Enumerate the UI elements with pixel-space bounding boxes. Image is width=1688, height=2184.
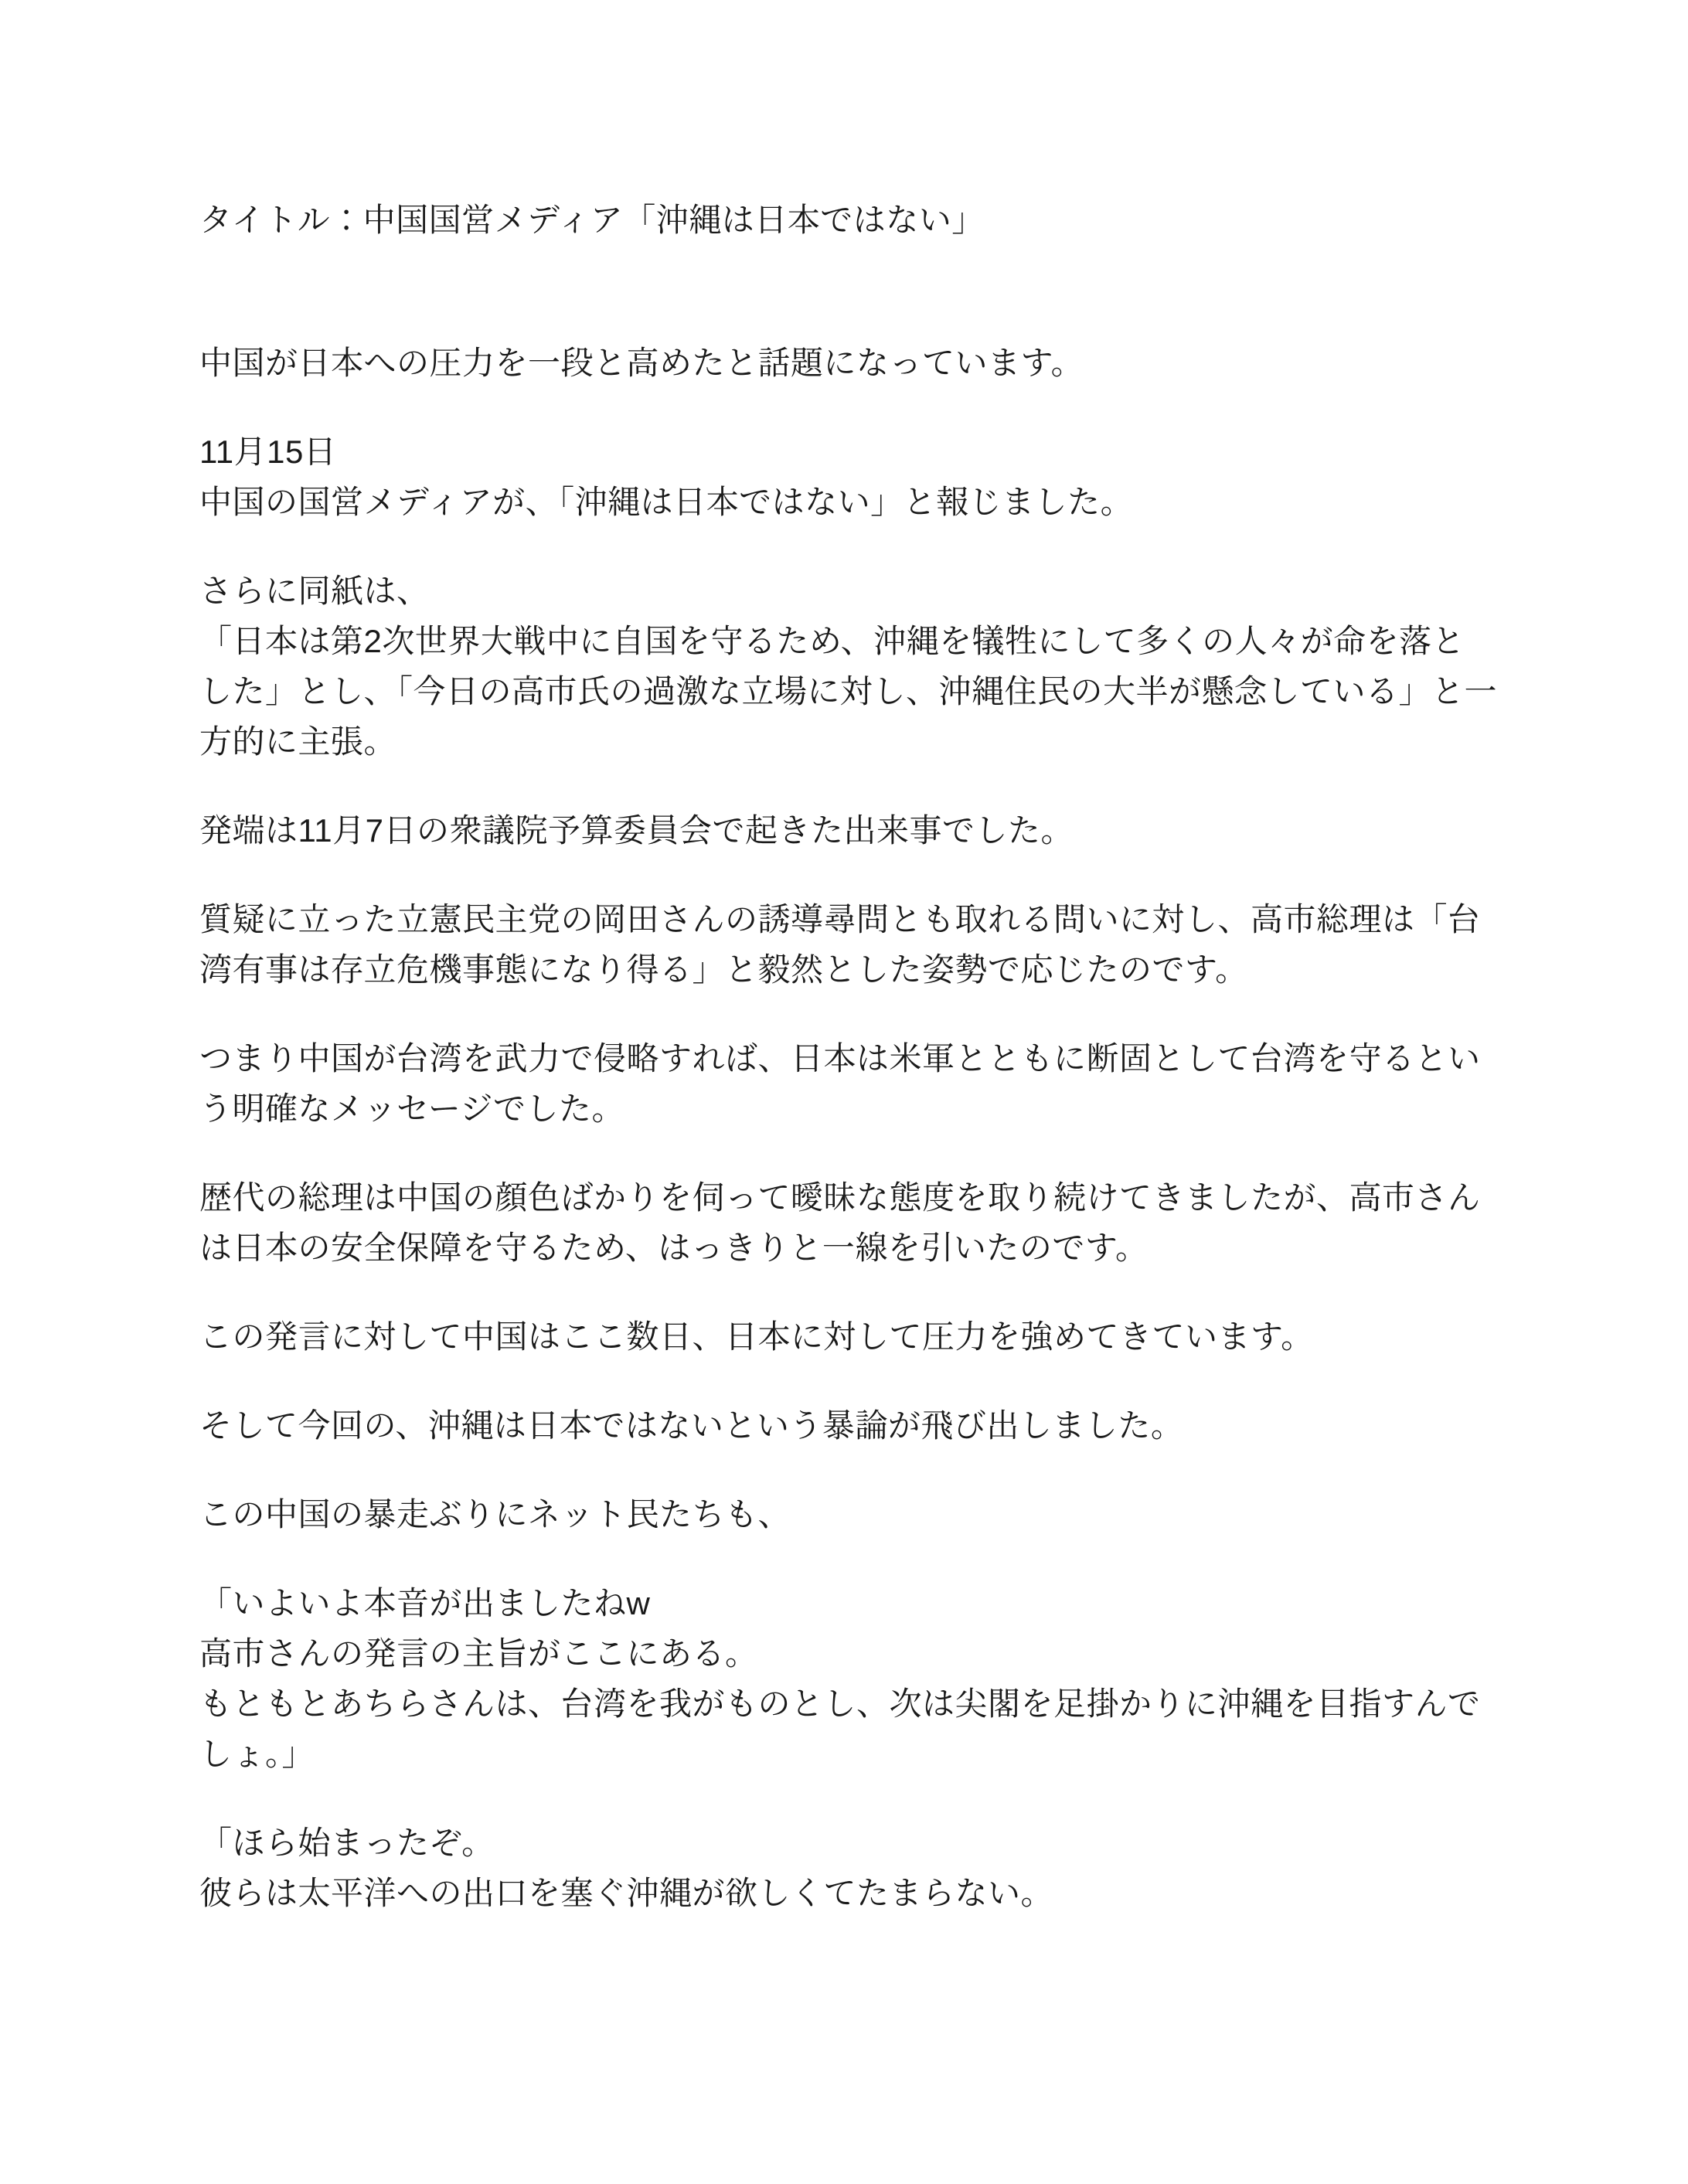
text-line: つまり中国が台湾を武力で侵略すれば、日本は米軍とともに断固として台湾を守るとい <box>199 1040 1481 1077</box>
paragraph <box>199 1400 1498 1451</box>
text-line: 湾有事は存立危機事態になり得る」と毅然とした姿勢で応じたのです。 <box>199 951 1248 988</box>
text-line: 「日本は第2次世界大戦中に自国を守るため、沖縄を犠牲にして多くの人々が命を落と <box>199 623 1465 659</box>
text-line: さらに同紙は、 <box>199 573 430 609</box>
text-line: 11月15日 <box>199 434 337 470</box>
text-line: した」とし、「今日の高市氏の過激な立場に対し、沖縄住民の大半が懸念している」と一 <box>199 673 1498 709</box>
paragraph <box>199 338 1498 388</box>
text-line: 高市さんの発言の主旨がここにある。 <box>199 1635 758 1672</box>
text-line: 質疑に立った立憲民主党の岡田さんの誘導尋問とも取れる問いに対し、高市総理は「台 <box>199 901 1481 937</box>
paragraph <box>199 1489 1498 1539</box>
text-line: 「いよいよ本音が出ましたねw <box>199 1585 651 1621</box>
text-line: 歴代の総理は中国の顔色ばかりを伺って曖昧な態度を取り続けてきましたが、高市さん <box>199 1179 1481 1216</box>
paragraph <box>199 1172 1498 1273</box>
document-content <box>199 195 1498 1957</box>
title-paragraph <box>199 195 1498 245</box>
text-line: もともとあちらさんは、台湾を我がものとし、次は尖閣を足掛かりに沖縄を目指すんで <box>199 1686 1481 1722</box>
text-line: 発端は11月7日の衆議院予算委員会で起きた出来事でした。 <box>199 812 1074 849</box>
page-title: タイトル：中国国営メディア「沖縄は日本ではない」 <box>199 202 985 238</box>
text-line: は日本の安全保障を守るため、はっきりと一線を引いたのです。 <box>199 1230 1149 1266</box>
text-line: しょ。」 <box>199 1736 315 1772</box>
paragraph <box>199 1033 1498 1134</box>
paragraph <box>199 1818 1498 1918</box>
text-line: この中国の暴走ぶりにネット民たちも、 <box>199 1496 791 1533</box>
text-line: この発言に対して中国はここ数日、日本に対して圧力を強めてきています。 <box>199 1318 1314 1355</box>
paragraph <box>199 566 1498 767</box>
paragraph <box>199 1578 1498 1779</box>
paragraph <box>199 1311 1498 1362</box>
paragraph <box>199 427 1498 527</box>
text-line: 「ほら始まったぞ。 <box>199 1825 495 1861</box>
paragraph <box>199 805 1498 856</box>
text-line: 中国の国営メディアが、「沖縄は日本ではない」と報じました。 <box>199 484 1134 520</box>
paragraph <box>199 894 1498 995</box>
text-line: 彼らは太平洋への出口を塞ぐ沖縄が欲しくてたまらない。 <box>199 1875 1054 1911</box>
text-line: 中国が日本への圧力を一段と高めたと話題になっています。 <box>199 345 1084 381</box>
text-line: そして今回の、沖縄は日本ではないという暴論が飛び出しました。 <box>199 1407 1184 1444</box>
text-line: 方的に主張。 <box>199 723 397 760</box>
text-line: う明確なメッセージでした。 <box>199 1090 624 1127</box>
